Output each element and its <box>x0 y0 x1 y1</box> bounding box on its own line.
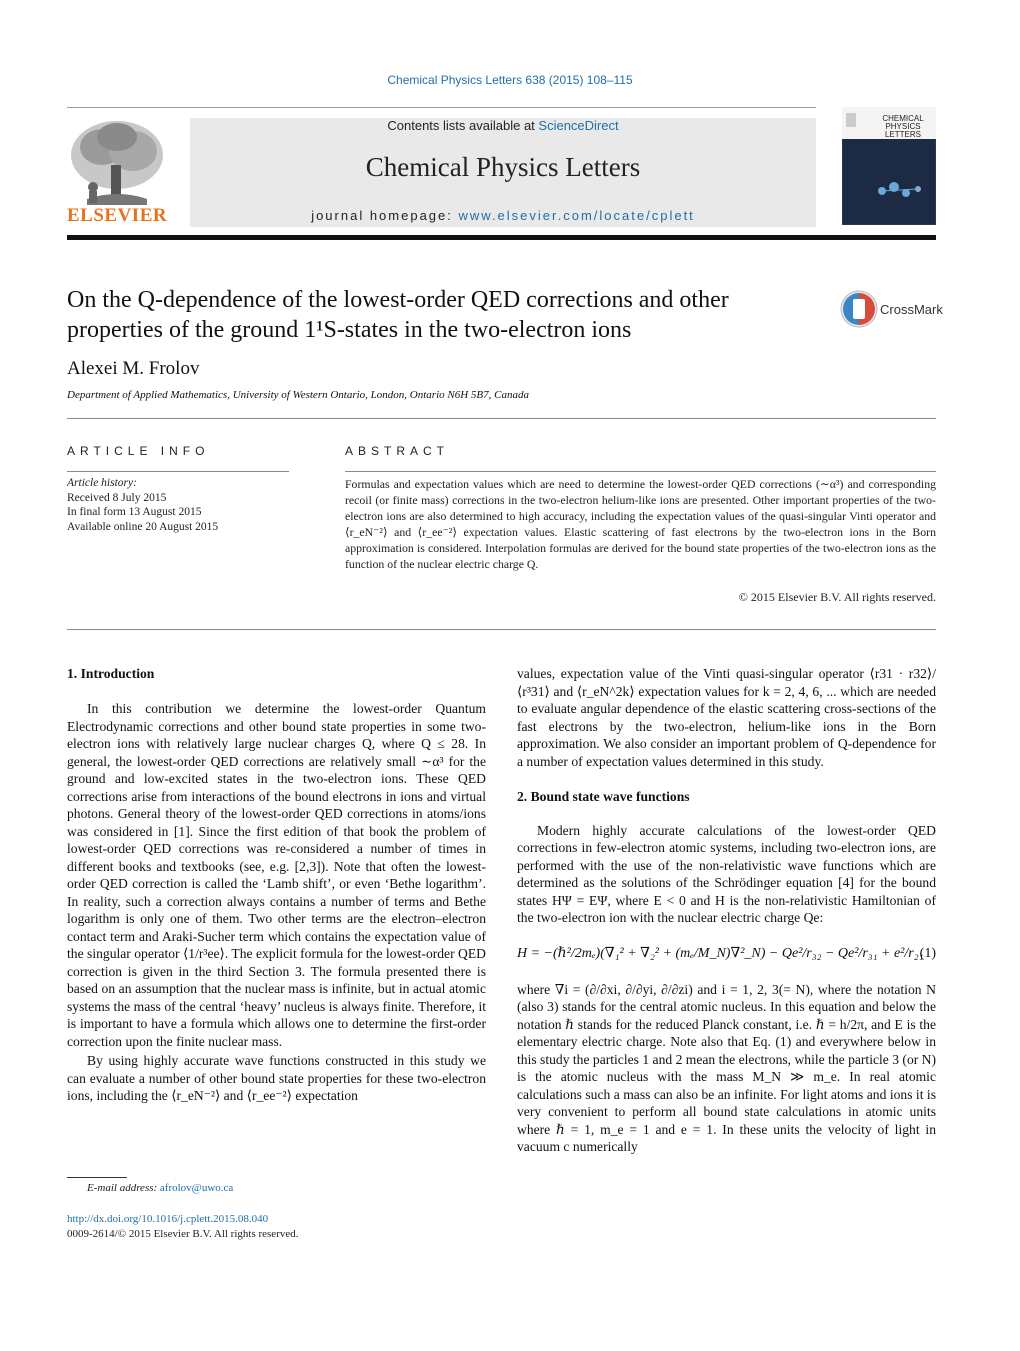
crossmark-badge[interactable] <box>840 290 943 330</box>
intro-paragraph-1: In this contribution we determine the lowest-order Quantum Electrodynamic corrections and other bound state properties in some two-electron ions with relatively large nuclear charges Q, where Q ≤ 28. In general, the lowest-order QED corrections are relatively small ∼α³ for the ground and low-excited states in the two-electron ions. These QED corrections arise from interactions of the bound electrons in ions and virtual photons. General theory of the lowest-order QED corrections in atoms/ions was considered in [1]. Since the first edition of that book the problem of lowest-order QED corrections was re-considered a number of times in different books and textbooks (see, e.g. [2,3]). Note that often the lowest-order QED correction is called the ‘Lamb shift’, or even ‘Bethe logarithm’. In reality, such a correction always contains a number of terms and Bethe logarithm is only one of them. Two other terms are the electron–electron contact term and Araki-Sucher term which contains the expectation value of the singular operator ⟨1/r³ee⟩. The explicit formula for the lowest-order QED correction is given in the third Section 3. The formula presented there is based on an assumption that the nuclear mass is infinite, but in actual atomic systems the mass of the central ‘heavy’ nucleus is always finite. Therefore, it is important to have a formula which allows one to determine the first-order correction upon the finite nuclear mass. <box>67 701 486 1049</box>
journal-cover-thumbnail[interactable] <box>842 107 936 225</box>
contents-line <box>190 118 816 133</box>
email-link[interactable]: afrolov@uwo.ca <box>159 1182 234 1194</box>
footnote-rule <box>67 1177 127 1178</box>
email-footnote <box>87 1182 233 1194</box>
header-top-rule <box>67 107 816 108</box>
equation-number: (1) <box>919 945 936 961</box>
abstract-rule <box>345 471 936 472</box>
cover-title <box>872 115 934 139</box>
issn-copyright: 0009-2614/© 2015 Elsevier B.V. All rights reserved. <box>67 1228 299 1240</box>
article-title-line-1: On the Q-dependence of the lowest-order QED corrections and other <box>67 287 729 313</box>
cover-title-line: LETTERS <box>884 130 921 139</box>
affiliation-rule <box>67 418 936 419</box>
email-label: E-mail address: <box>87 1182 160 1194</box>
elsevier-logo[interactable] <box>67 115 167 227</box>
article-info-rule <box>67 471 289 472</box>
abstract-copyright: © 2015 Elsevier B.V. All rights reserved. <box>738 590 936 604</box>
doi-block <box>67 1212 299 1242</box>
history-online: Available online 20 August 2015 <box>67 520 219 533</box>
homepage-link[interactable]: www.elsevier.com/locate/cplett <box>458 208 695 223</box>
crossmark-label: CrossMark <box>880 302 943 317</box>
article-title-line-2: properties of the ground 1¹S-states in the two-electron ions <box>67 317 632 343</box>
introduction-heading <box>67 665 154 683</box>
cover-title-line: CHEMICAL <box>882 114 924 123</box>
article-title <box>67 285 827 345</box>
section-heading: 1. Introduction <box>67 666 155 681</box>
journal-title: Chemical Physics Letters <box>365 152 641 182</box>
crossmark-icon <box>840 290 878 328</box>
doi-link[interactable]: http://dx.doi.org/10.1016/j.cplett.2015.08.040 <box>67 1213 269 1225</box>
homepage-prefix: journal homepage: <box>311 208 459 223</box>
history-received: Received 8 July 2015 <box>67 491 167 504</box>
section-2-heading: 2. Bound state wave functions <box>517 789 690 804</box>
right-paragraph-1: values, expectation value of the Vinti quasi-singular operator ⟨r31 · r32⟩/⟨r³31⟩ and ⟨r_eN^2k⟩ expectation values for k = 2, 4, 6, ... which are needed to evaluate angular dependence of the elastic scattering cross-sections of the fast electrons by the two-electron, helium-like ions in the Born approximation. We also consider an important problem of Q-dependence for a number of expectation values determined in this study. <box>517 666 936 769</box>
hamiltonian-equation: H = −(ℏ²/2mₑ)(∇₁² + ∇₂² + (mₑ/M_N)∇²_N) − Qe²/r₃₂ − Qe²/r₃₁ + e²/r₂₁ <box>517 945 924 961</box>
right-column <box>517 665 936 1156</box>
intro-paragraph-2: By using highly accurate wave functions constructed in this study we can evaluate a number of other bound state properties for these two-electron ions, including the ⟨r_eN⁻²⟩ and ⟨r_ee⁻²⟩ expectation <box>67 1053 486 1103</box>
abstract-text: Formulas and expectation values which are need to determine the lowest-order QED corrections (∼α³) and corresponding recoil (or finite mass) corrections in the two-electron helium-like ions are presented. Other important properties of the two-electron ions are also determined to high accuracy, including the expectation values of the quasi-singular Vinti operator and ⟨r_eN⁻²⟩ and ⟨r_ee⁻²⟩ expectation values. Elastic scattering of fast electrons by the two-electron ions in the Born approximation is considered. Interpolation formulas are derived for the bound state properties of the two-electron ions as the function of the nuclear electric charge Q. <box>345 477 936 571</box>
equation-1 <box>517 927 936 981</box>
contents-prefix: Contents lists available at <box>387 118 539 133</box>
sciencedirect-link[interactable]: ScienceDirect <box>538 118 619 133</box>
article-history <box>67 476 218 534</box>
abstract-heading: ABSTRACT <box>345 444 450 458</box>
article-info-heading: ARTICLE INFO <box>67 444 210 458</box>
journal-reference[interactable]: Chemical Physics Letters 638 (2015) 108–115 <box>387 73 633 87</box>
history-label: Article history: <box>67 477 137 489</box>
cover-title-line: PHYSICS <box>885 122 921 131</box>
elsevier-wordmark: ELSEVIER <box>67 205 168 226</box>
journal-homepage-line <box>190 208 816 223</box>
author-name: Alexei M. Frolov <box>67 358 200 379</box>
author-affiliation: Department of Applied Mathematics, University of Western Ontario, London, Ontario N6H 5B7, Canada <box>67 389 529 401</box>
header-bottom-rule <box>67 235 936 240</box>
section-2-paragraph-1: Modern highly accurate calculations of the lowest-order QED corrections in few-electron atomic systems, including two-electron ions, are performed with the use of the non-relativistic wave functions which are determined as the solutions of the Schrödinger equation [4] for the bound states HΨ = EΨ, where E < 0 and H is the non-relativistic Hamiltonian of the two-electron ion with the nuclear electric charge Qe: <box>517 822 936 925</box>
left-column <box>67 700 486 1105</box>
history-final-form: In final form 13 August 2015 <box>67 506 202 518</box>
section-2-paragraph-2: where ∇i = (∂/∂xi, ∂/∂yi, ∂/∂zi) and i = 1, 2, 3(= N), where the notation N (also 3) stands for the central atomic nucleus. In this equation and below the notation ℏ stands for the reduced Planck constant, i.e. ℏ = h/2π, and E is the elementary electric charge. Note also that Eq. (1) and everywhere below in this study the particles 1 and 2 mean the electrons, while the particle 3 (or N) is the atomic nucleus with the mass M_N ≫ m_e. In real atomic calculations such a mass can also be an infinite. For light atoms and ions it is very convenient to perform all bound state calculations in atomic units where ℏ = 1, m_e = 1 and e = 1. In these units the velocity of light in vacuum c numerically <box>517 981 937 1154</box>
abstract-bottom-rule <box>67 629 936 630</box>
